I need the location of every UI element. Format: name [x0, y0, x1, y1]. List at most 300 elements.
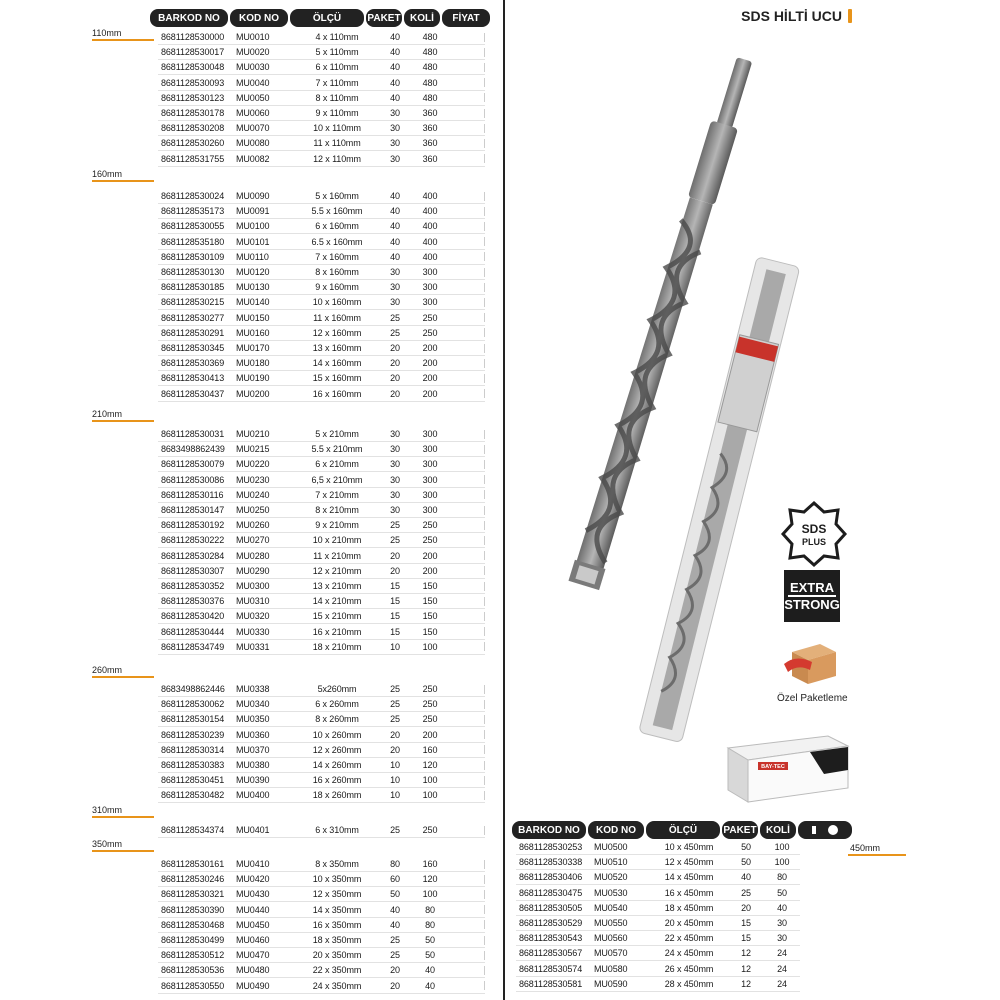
pack-cell: 25 — [390, 714, 400, 725]
pack-cell: 20 — [390, 388, 400, 399]
code-cell: MU0580 — [594, 963, 628, 974]
pack-cell: 40 — [741, 872, 751, 883]
box-cell: 24 — [777, 963, 787, 974]
barcode-cell: 8681128534749 — [161, 641, 225, 652]
price-cell — [450, 268, 485, 277]
barcode-cell: 8681128530376 — [161, 596, 225, 607]
code-cell: MU0170 — [236, 343, 270, 353]
pack-cell: 25 — [390, 327, 400, 338]
code-cell: MU0500 — [594, 842, 628, 852]
right-header-3: PAKET — [722, 821, 758, 839]
barcode-cell: 8681128530154 — [161, 714, 225, 725]
price-cell — [450, 359, 485, 368]
table-row — [158, 903, 485, 918]
code-cell: MU0420 — [236, 874, 270, 885]
code-cell: MU0030 — [236, 62, 270, 73]
size-cell: 7 x 110mm — [315, 77, 359, 88]
price-cell — [450, 328, 485, 337]
barcode-cell: 8683498862446 — [161, 684, 225, 694]
pack-cell: 15 — [741, 918, 751, 928]
code-cell: MU0200 — [236, 388, 270, 399]
barcode-cell: 8681128530024 — [161, 191, 225, 201]
code-cell: MU0220 — [236, 459, 270, 470]
section-underline — [92, 676, 154, 678]
table-row — [158, 948, 485, 963]
barcode-cell: 8681128530048 — [161, 62, 225, 73]
box-cell: 250 — [422, 684, 438, 694]
size-cell: 10 x 260mm — [312, 729, 362, 740]
section-underline — [92, 180, 154, 182]
size-cell: 22 x 350mm — [312, 965, 362, 976]
table-row — [158, 189, 485, 204]
code-cell: MU0380 — [236, 760, 270, 770]
size-cell: 8 x 260mm — [315, 714, 359, 725]
size-cell: 5 x 110mm — [315, 47, 359, 58]
barcode-cell: 8681128530208 — [161, 123, 225, 134]
table-row — [158, 743, 485, 758]
pack-cell: 50 — [741, 857, 751, 868]
table-row — [158, 518, 485, 533]
size-cell: 20 x 350mm — [312, 950, 362, 961]
code-cell: MU0250 — [236, 505, 270, 515]
box-cell: 250 — [422, 699, 438, 710]
left-header-0: BARKOD NO — [150, 9, 228, 27]
size-cell: 12 x 350mm — [312, 889, 362, 900]
code-cell: MU0450 — [236, 919, 270, 930]
box-cell: 200 — [422, 388, 438, 399]
box-cell: 360 — [422, 123, 438, 134]
section-text: 110mm — [92, 28, 122, 38]
table-row — [158, 758, 485, 773]
size-cell: 12 x 110mm — [313, 153, 361, 164]
section-text: 450mm — [850, 843, 881, 853]
pack-cell: 30 — [390, 123, 400, 134]
box-cell: 50 — [777, 887, 787, 898]
code-cell: MU0400 — [236, 790, 270, 801]
section-label-110mm — [92, 28, 121, 38]
price-cell — [450, 566, 485, 575]
size-cell: 18 x 210mm — [312, 641, 362, 652]
pack-cell: 30 — [390, 108, 400, 118]
box-cell: 300 — [422, 459, 438, 470]
price-cell — [450, 283, 485, 292]
size-cell: 28 x 450mm — [664, 978, 714, 989]
box-cell: 480 — [422, 77, 438, 88]
table-row — [158, 594, 485, 609]
price-cell — [450, 597, 485, 606]
price-cell — [450, 124, 485, 133]
size-cell: 16 x 450mm — [664, 887, 714, 898]
size-cell: 8 x 350mm — [315, 859, 359, 869]
pack-cell: 20 — [390, 358, 400, 369]
box-cell: 200 — [422, 358, 438, 369]
box-cell: 360 — [422, 138, 438, 149]
barcode-cell: 8681128530499 — [161, 935, 225, 945]
pack-cell: 40 — [390, 191, 400, 201]
code-cell: MU0215 — [236, 444, 270, 455]
section-underline — [92, 816, 154, 818]
price-cell — [450, 551, 485, 560]
price-cell — [450, 627, 485, 636]
section-label-210mm — [92, 409, 122, 419]
size-cell: 16 x 260mm — [312, 775, 362, 786]
price-cell — [450, 506, 485, 515]
barcode-cell: 8681128530482 — [161, 790, 225, 801]
box-cell: 250 — [422, 714, 438, 725]
pack-cell: 30 — [390, 459, 400, 470]
size-cell: 18 x 450mm — [664, 902, 714, 913]
barcode-cell: 8681128530543 — [519, 933, 583, 944]
pack-cell: 20 — [741, 902, 751, 913]
code-cell: MU0470 — [236, 950, 270, 961]
box-cell: 80 — [425, 919, 435, 930]
size-cell: 10 x 350mm — [312, 874, 362, 885]
size-cell: 15 x 160mm — [312, 373, 362, 384]
size-cell: 13 x 210mm — [312, 581, 362, 591]
pack-cell: 30 — [390, 489, 400, 500]
table-row — [158, 788, 485, 803]
price-cell — [450, 48, 485, 57]
table-row — [158, 30, 485, 45]
barcode-cell: 8681128530116 — [161, 489, 224, 500]
box-cell: 300 — [422, 444, 438, 455]
size-cell: 7 x 210mm — [315, 489, 359, 500]
price-cell — [450, 192, 485, 201]
price-cell — [450, 776, 485, 785]
pack-cell: 40 — [390, 236, 400, 247]
table-row — [158, 106, 485, 121]
box-cell: 80 — [425, 904, 435, 915]
price-cell — [450, 109, 485, 118]
size-cell: 18 x 260mm — [312, 790, 362, 801]
section-text: 350mm — [92, 839, 123, 849]
box-cell: 480 — [422, 32, 438, 42]
code-cell: MU0590 — [594, 978, 628, 989]
size-cell: 10 x 110mm — [313, 123, 361, 134]
section-underline — [92, 39, 154, 41]
barcode-cell: 8681128530000 — [161, 32, 225, 42]
box-cell: 300 — [422, 297, 438, 308]
barcode-cell: 8681128530574 — [519, 963, 583, 974]
box-cell: 100 — [422, 790, 438, 801]
code-cell: MU0440 — [236, 904, 270, 915]
section-underline — [92, 420, 154, 422]
table-row — [516, 901, 800, 916]
size-cell: 10 x 450mm — [664, 842, 714, 852]
barcode-cell: 8681128530277 — [161, 312, 225, 323]
box-cell: 300 — [422, 474, 438, 485]
pack-cell: 20 — [390, 343, 400, 353]
pack-cell: 15 — [390, 626, 400, 637]
table-row — [158, 933, 485, 948]
price-cell — [450, 582, 485, 591]
size-cell: 5x260mm — [317, 684, 357, 694]
box-cell: 100 — [422, 641, 438, 652]
code-cell: MU0160 — [236, 327, 270, 338]
box-cell: 80 — [777, 872, 787, 883]
pack-cell: 20 — [390, 373, 400, 384]
pack-cell: 40 — [390, 904, 400, 915]
price-cell — [450, 139, 485, 148]
code-cell: MU0480 — [236, 965, 270, 976]
code-cell: MU0520 — [594, 872, 628, 883]
code-cell: MU0210 — [236, 429, 270, 439]
barcode-cell: 8683498862439 — [161, 444, 225, 455]
size-cell: 12 x 210mm — [312, 565, 362, 576]
barcode-cell: 8681128530390 — [161, 904, 225, 915]
code-cell: MU0040 — [236, 77, 270, 88]
code-cell: MU0490 — [236, 980, 270, 991]
table-row — [158, 857, 485, 872]
size-cell: 14 x 160mm — [312, 358, 362, 369]
barcode-cell: 8681128530239 — [161, 729, 225, 740]
table-row — [158, 295, 485, 310]
table-row — [158, 136, 485, 151]
barcode-cell: 8681128530413 — [161, 373, 225, 384]
box-cell: 40 — [425, 965, 435, 976]
pack-cell: 30 — [390, 153, 400, 164]
table-row — [158, 457, 485, 472]
table-row — [516, 870, 800, 885]
pack-cell: 25 — [390, 684, 400, 694]
barcode-cell: 8681128530291 — [161, 327, 225, 338]
code-cell: MU0060 — [236, 108, 270, 118]
size-cell: 5.5 x 160mm — [311, 206, 363, 217]
code-cell: MU0338 — [236, 684, 270, 694]
price-cell — [450, 344, 485, 353]
pack-cell: 30 — [390, 267, 400, 277]
plus-label: PLUS — [801, 537, 827, 547]
price-cell — [450, 154, 485, 163]
size-cell: 9 x 160mm — [315, 282, 359, 293]
barcode-cell: 8681128535173 — [161, 206, 225, 217]
size-cell: 8 x 210mm — [315, 505, 359, 515]
right-table-header — [512, 821, 854, 839]
box-cell: 120 — [422, 760, 438, 770]
pack-cell: 40 — [390, 251, 400, 262]
table-row — [158, 219, 485, 234]
pack-cell: 60 — [390, 874, 400, 885]
box-cell: 24 — [777, 948, 787, 959]
barcode-cell: 8681128530437 — [161, 388, 225, 399]
package-box-icon — [782, 640, 840, 686]
barcode-cell: 8681128530222 — [161, 535, 225, 546]
code-cell: MU0390 — [236, 775, 270, 786]
code-cell: MU0560 — [594, 933, 628, 944]
code-cell: MU0280 — [236, 550, 270, 561]
pack-cell: 30 — [390, 429, 400, 439]
barcode-cell: 8681128530451 — [161, 775, 225, 786]
price-cell — [450, 685, 485, 694]
pack-cell: 30 — [390, 297, 400, 308]
pack-cell: 25 — [741, 887, 751, 898]
size-cell: 6 x 110mm — [315, 62, 359, 73]
price-cell — [450, 252, 485, 261]
pack-cell: 15 — [741, 933, 751, 944]
section-label-350mm — [92, 839, 122, 849]
table-row — [516, 855, 800, 870]
tip-shape-header — [798, 821, 852, 839]
price-cell — [450, 298, 485, 307]
pack-cell: 25 — [390, 950, 400, 961]
barcode-cell: 8681128530215 — [161, 297, 225, 308]
code-cell: MU0530 — [594, 887, 628, 898]
section-underline — [92, 850, 154, 852]
price-cell — [450, 490, 485, 499]
barcode-cell: 8681128530581 — [519, 978, 583, 989]
box-cell: 120 — [422, 874, 438, 885]
code-cell: MU0130 — [236, 282, 270, 293]
size-cell: 20 x 450mm — [664, 918, 714, 928]
price-cell — [450, 612, 485, 621]
barcode-cell: 8681128530345 — [161, 343, 225, 353]
price-cell — [450, 521, 485, 530]
table-row — [158, 549, 485, 564]
size-cell: 13 x 160mm — [312, 343, 362, 353]
code-cell: MU0401 — [236, 825, 270, 835]
table-row — [158, 887, 485, 902]
table-row — [158, 712, 485, 727]
box-cell: 100 — [774, 857, 790, 868]
price-cell — [450, 536, 485, 545]
pack-cell: 30 — [390, 505, 400, 515]
pack-cell: 40 — [390, 206, 400, 217]
pack-cell: 40 — [390, 47, 400, 58]
size-cell: 12 x 160mm — [312, 327, 362, 338]
pack-cell: 20 — [390, 965, 400, 976]
size-cell: 11 x 110mm — [313, 138, 361, 149]
code-cell: MU0190 — [236, 373, 270, 384]
box-cell: 200 — [422, 550, 438, 561]
box-cell: 50 — [425, 950, 435, 961]
title-accent — [848, 9, 852, 23]
size-cell: 5 x 210mm — [315, 429, 359, 439]
packaging-label: Özel Paketleme — [777, 693, 848, 704]
section-label-450mm — [850, 843, 880, 853]
box-cell: 150 — [422, 626, 438, 637]
box-brand-label: BAY-TEC — [761, 764, 785, 770]
code-cell: MU0090 — [236, 191, 270, 201]
code-cell: MU0020 — [236, 47, 270, 58]
box-cell: 360 — [422, 153, 438, 164]
barcode-cell: 8681128530444 — [161, 626, 225, 637]
box-cell: 360 — [422, 108, 438, 118]
code-cell: MU0050 — [236, 92, 270, 103]
pack-cell: 20 — [390, 729, 400, 740]
code-cell: MU0101 — [236, 236, 270, 247]
section-text: 210mm — [92, 409, 123, 419]
box-cell: 300 — [422, 429, 438, 439]
size-cell: 4 x 110mm — [315, 32, 359, 42]
code-cell: MU0540 — [594, 902, 628, 913]
pack-cell: 20 — [390, 550, 400, 561]
price-cell — [450, 313, 485, 322]
box-cell: 400 — [422, 221, 438, 232]
table-row — [158, 280, 485, 295]
code-cell: MU0240 — [236, 489, 270, 500]
table-row — [158, 473, 485, 488]
right-header-0: BARKOD NO — [512, 821, 586, 839]
barcode-cell: 8681128530031 — [161, 429, 225, 439]
section-label-310mm — [92, 805, 122, 815]
size-cell: 16 x 350mm — [312, 919, 362, 930]
barcode-cell: 8681128530178 — [161, 108, 225, 118]
box-cell: 250 — [422, 520, 438, 531]
table-row — [158, 121, 485, 136]
left-table-header — [150, 9, 492, 27]
left-header-5: FİYAT — [442, 9, 490, 27]
size-cell: 14 x 450mm — [664, 872, 714, 883]
size-cell: 12 x 450mm — [664, 857, 714, 868]
code-cell: MU0550 — [594, 918, 628, 928]
code-cell: MU0350 — [236, 714, 270, 725]
barcode-cell: 8681128530055 — [161, 221, 225, 232]
size-cell: 11 x 160mm — [313, 312, 361, 323]
price-cell — [450, 430, 485, 439]
box-cell: 50 — [425, 935, 435, 945]
price-cell — [450, 445, 485, 454]
pack-cell: 12 — [741, 948, 751, 959]
table-row — [516, 962, 800, 977]
size-cell: 10 x 210mm — [312, 535, 362, 546]
pack-cell: 30 — [390, 138, 400, 149]
code-cell: MU0070 — [236, 123, 270, 134]
price-cell — [450, 905, 485, 914]
box-cell: 250 — [422, 327, 438, 338]
price-cell — [450, 78, 485, 87]
left-header-4: KOLİ — [404, 9, 440, 27]
barcode-cell: 8681128530307 — [161, 565, 225, 576]
table-row — [158, 728, 485, 743]
box-cell: 300 — [422, 505, 438, 515]
table-row — [516, 916, 800, 931]
size-cell: 9 x 110mm — [315, 108, 359, 118]
barcode-cell: 8681128535180 — [161, 236, 225, 247]
table-row — [158, 60, 485, 75]
box-cell: 24 — [777, 978, 787, 989]
pack-cell: 40 — [390, 62, 400, 73]
column-divider — [503, 0, 505, 1000]
size-cell: 9 x 210mm — [315, 520, 359, 531]
barcode-cell: 8681128530109 — [161, 251, 225, 262]
box-cell: 300 — [422, 489, 438, 500]
price-cell — [450, 460, 485, 469]
table-row — [158, 564, 485, 579]
pack-cell: 15 — [390, 581, 400, 591]
table-row — [158, 91, 485, 106]
price-cell — [450, 981, 485, 990]
table-row — [516, 840, 800, 855]
barcode-cell: 8681128530253 — [519, 842, 583, 852]
code-cell: MU0331 — [236, 641, 270, 652]
size-cell: 22 x 450mm — [664, 933, 714, 944]
barcode-cell: 8681128530475 — [519, 887, 583, 898]
pack-cell: 12 — [741, 963, 751, 974]
price-cell — [450, 715, 485, 724]
pack-cell: 30 — [390, 282, 400, 293]
barcode-cell: 8681128530086 — [161, 474, 225, 485]
size-cell: 6 x 160mm — [315, 221, 359, 232]
size-cell: 8 x 110mm — [315, 92, 359, 103]
code-cell: MU0460 — [236, 935, 270, 945]
pack-cell: 25 — [390, 935, 400, 945]
table-row — [158, 823, 485, 838]
box-cell: 480 — [422, 92, 438, 103]
box-cell: 400 — [422, 251, 438, 262]
barcode-cell: 8681128530093 — [161, 77, 225, 88]
table-row — [158, 250, 485, 265]
size-cell: 12 x 260mm — [312, 744, 362, 755]
